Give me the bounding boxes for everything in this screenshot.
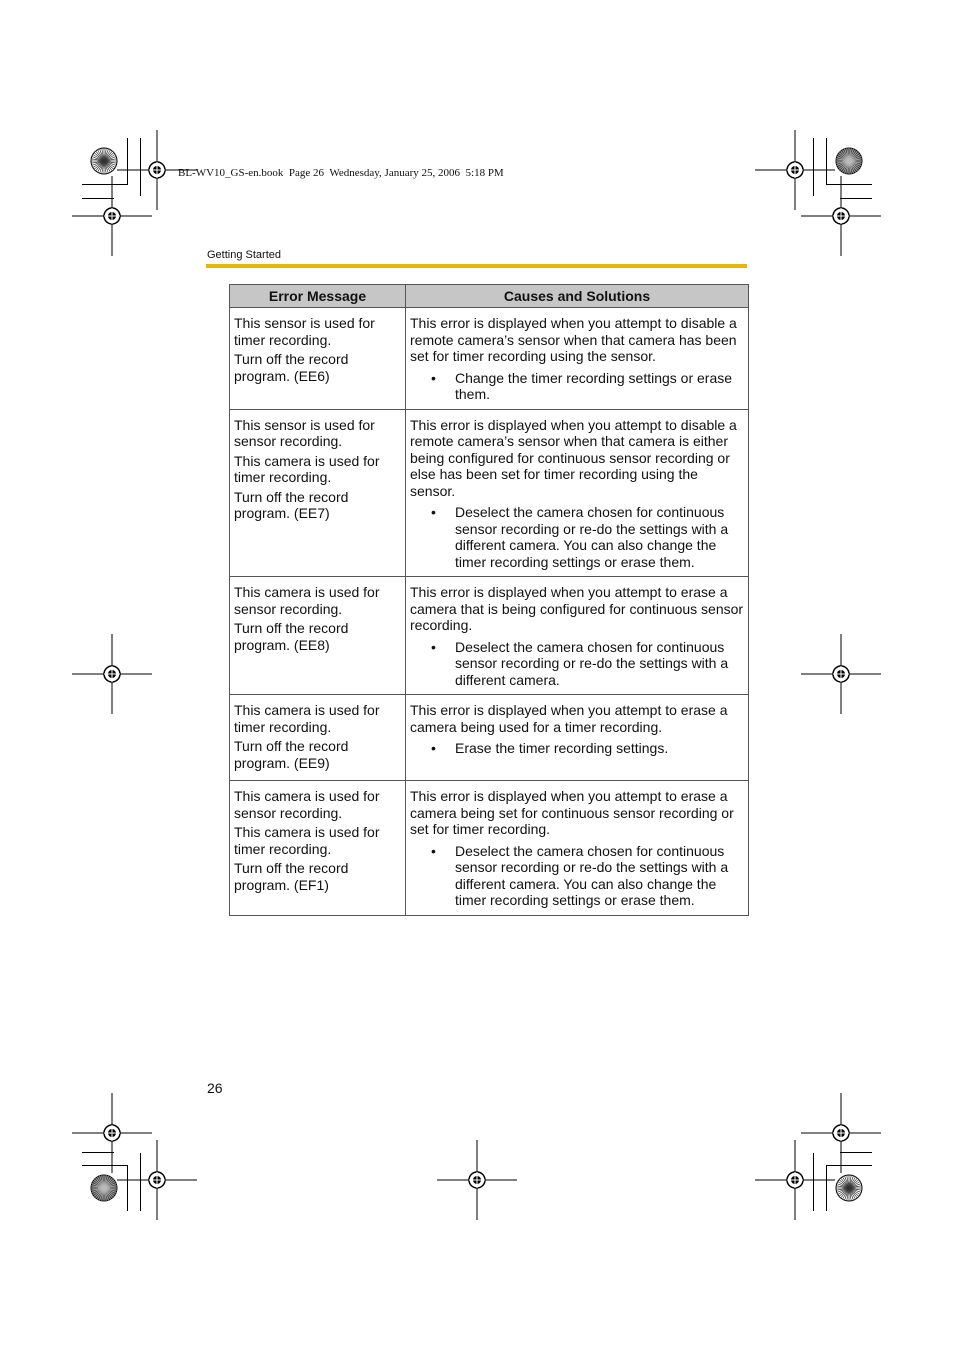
error-message-line: Turn off the record program. (EF1) [234,860,349,893]
cause-text: This error is displayed when you attempt to erase a camera that is being configured for continuous sensor recording. [410,584,744,633]
solution-text: Change the timer recording settings or erase them. [455,369,733,402]
cause-text: This error is displayed when you attempt to disable a remote camera’s sensor when that camera has been set for timer recording using the sensor. [410,315,737,364]
book-file-header: BL-WV10_GS-en.book Page 26 Wednesday, January 25, 2006 5:18 PM [178,167,504,179]
registration-target-icon [437,1140,517,1220]
cause-solution-cell [406,781,749,916]
error-message-cell [230,577,406,695]
error-message-line: Turn off the record program. (EE9) [234,738,349,771]
solution-item [410,504,744,570]
error-message-line: Turn off the record program. (EE7) [234,488,349,521]
solution-text: Deselect the camera chosen for continuous sensor recording or re-do the settings with a different camera. You can also change the timer recording settings or erase them. [455,842,729,908]
crop-mark-line [840,198,872,199]
error-message-cell [230,308,406,410]
crop-mark-line [140,1153,141,1211]
crop-mark-line [82,1152,114,1153]
table-header-row [230,285,749,308]
crop-mark-line [140,138,141,196]
solution-text: Erase the timer recording settings. [455,740,669,756]
table-row [230,409,749,577]
error-message-line: This sensor is used for timer recording. [234,315,375,348]
bullet-icon: • [431,740,436,756]
error-message-cell [230,695,406,781]
crop-mark-line [813,1153,814,1211]
solution-item [410,843,744,909]
error-message-line: This camera is used for timer recording. [234,702,380,735]
error-message-line: This sensor is used for sensor recording. [234,416,375,449]
error-message-line: This camera is used for sensor recording. [234,788,380,821]
crop-mark-line [826,184,872,185]
bullet-icon: • [431,638,436,655]
solution-text: Deselect the camera chosen for continuous sensor recording or re-do the settings with a different camera. You can also change the timer recording settings or erase them. [455,504,729,570]
cause-text: This error is displayed when you attempt to erase a camera being set for continuous sensor recording or set for timer recording. [410,788,734,837]
error-message-line: This camera is used for timer recording. [234,824,380,857]
error-message-cell [230,781,406,916]
crop-mark-line [840,1152,872,1153]
table-row [230,695,749,781]
crop-mark-line [127,138,128,184]
table-row [230,308,749,410]
column-header-error-message: Error Message [230,285,406,308]
solution-text: Deselect the camera chosen for continuous sensor recording or re-do the settings with a different camera. [455,638,729,688]
error-message-table [229,284,749,916]
error-message-line: This camera is used for timer recording. [234,452,380,485]
column-header-causes-solutions: Causes and Solutions [406,285,749,308]
crop-mark-line [826,1165,827,1211]
crop-mark-line [826,1165,872,1166]
cause-solution-cell [406,695,749,781]
table-row [230,577,749,695]
cause-text: This error is displayed when you attempt to erase a camera being used for a timer recording. [410,702,728,735]
cause-solution-cell [406,308,749,410]
section-divider [206,264,747,268]
page-number: 26 [207,1080,223,1096]
bullet-icon: • [431,504,436,520]
error-message-cell [230,409,406,577]
color-registration-starburst-icon [90,147,118,175]
error-message-line: Turn off the record program. (EE8) [234,620,349,653]
section-title: Getting Started [207,249,281,261]
error-message-line: Turn off the record program. (EE6) [234,351,349,384]
color-registration-starburst-icon [835,147,863,175]
cause-solution-cell [406,577,749,695]
crop-mark-line [82,184,128,185]
crop-mark-line [813,138,814,196]
registration-target-icon [801,634,881,714]
registration-target-icon [72,634,152,714]
crop-mark-line [82,198,114,199]
solution-item [410,370,744,403]
crop-mark-line [82,1165,128,1166]
bullet-icon: • [431,369,436,386]
crop-mark-line [826,138,827,184]
bullet-icon: • [431,842,436,859]
error-message-line: This camera is used for sensor recording. [234,584,380,617]
cause-text: This error is displayed when you attempt to disable a remote camera’s sensor when that camera is either being configured for continuous sensor recording or else has been set for timer recording using the sensor. [410,416,737,499]
color-registration-starburst-icon [835,1174,863,1202]
table-row [230,781,749,916]
solution-item [410,740,744,757]
solution-item [410,639,744,689]
crop-mark-line [127,1165,128,1211]
color-registration-starburst-icon [90,1174,118,1202]
cause-solution-cell [406,409,749,577]
